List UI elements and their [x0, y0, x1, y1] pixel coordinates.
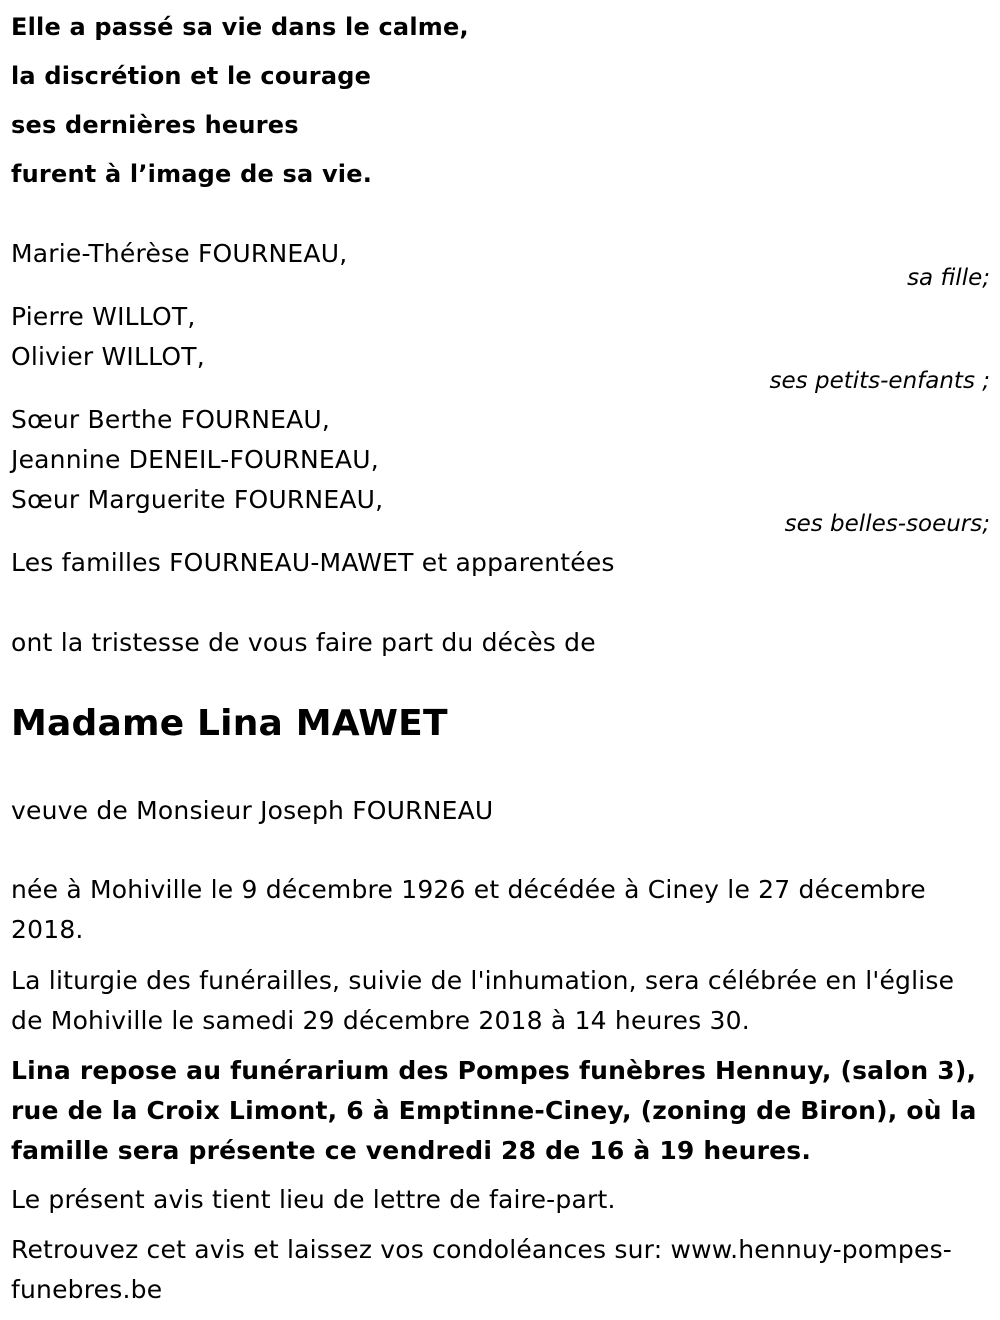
announcement-text: ont la tristesse de vous faire part du décès de [11, 628, 596, 657]
epigraph-line-1: Elle a passé sa vie dans le calme, [11, 13, 469, 41]
widow-of: veuve de Monsieur Joseph FOURNEAU [11, 796, 494, 825]
family-sister-in-law-2: Jeannine DENEIL-FOURNEAU, [11, 445, 379, 474]
epigraph-line-3: ses dernières heures [11, 111, 299, 139]
repose-line-2: rue de la Croix Limont, 6 à Emptinne-Ciney, (zoning de Biron), où la [11, 1096, 977, 1125]
birth-death-line-2: 2018. [11, 915, 84, 944]
notice-text: Le présent avis tient lieu de lettre de faire-part. [11, 1185, 616, 1214]
family-grandchild-2: Olivier WILLOT, [11, 342, 205, 371]
birth-death-line-1: née à Mohiville le 9 décembre 1926 et décédée à Ciney le 27 décembre [11, 875, 926, 904]
repose-line-3: famille sera présente ce vendredi 28 de 16 à 19 heures. [11, 1136, 812, 1165]
family-sister-in-law-1: Sœur Berthe FOURNEAU, [11, 405, 331, 434]
epigraph-line-2: la discrétion et le courage [11, 62, 372, 90]
relation-sisters-in-law: ses belles-soeurs; [784, 511, 990, 537]
family-grandchild-1: Pierre WILLOT, [11, 302, 196, 331]
relation-daughter: sa fille; [907, 265, 990, 291]
funeral-line-2: de Mohiville le samedi 29 décembre 2018 à 14 heures 30. [11, 1006, 750, 1035]
funeral-line-1: La liturgie des funérailles, suivie de l'inhumation, sera célébrée en l'église [11, 966, 955, 995]
family-extended: Les familles FOURNEAU-MAWET et apparentées [11, 548, 615, 577]
deceased-name: Madame Lina MAWET [11, 703, 448, 744]
repose-line-1: Lina repose au funérarium des Pompes funèbres Hennuy, (salon 3), [11, 1056, 977, 1085]
condolences-line-1: Retrouvez cet avis et laissez vos condoléances sur: www.hennuy-pompes- [11, 1235, 953, 1264]
family-sister-in-law-3: Sœur Marguerite FOURNEAU, [11, 485, 384, 514]
family-daughter: Marie-Thérèse FOURNEAU, [11, 239, 348, 268]
condolences-line-2: funebres.be [11, 1275, 163, 1304]
relation-grandchildren: ses petits-enfants ; [769, 368, 990, 394]
epigraph-line-4: furent à l’image de sa vie. [11, 160, 373, 188]
